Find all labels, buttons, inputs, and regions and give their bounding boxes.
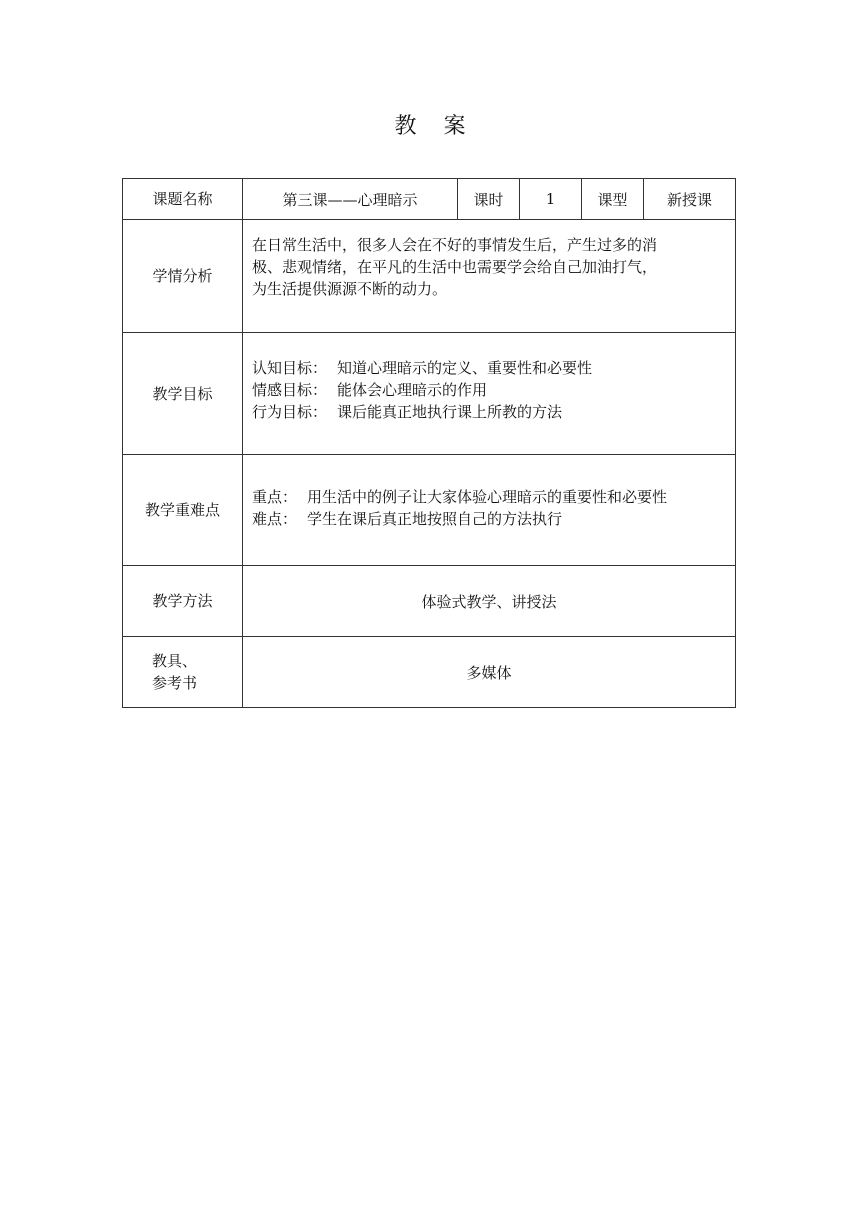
key-point-tag: 难点：	[252, 510, 298, 528]
key-point-item	[252, 486, 729, 508]
materials-row	[123, 637, 736, 708]
page-title: 教 案	[394, 114, 476, 139]
method-row	[123, 566, 736, 637]
key-point-text: 学生在课后真正地按照自己的方法执行	[307, 510, 563, 528]
analysis-content	[243, 220, 736, 333]
type-value: 新授课	[644, 179, 736, 220]
key-points-label: 教学重难点	[123, 455, 243, 566]
key-point-text: 用生活中的例子让大家体验心理暗示的重要性和必要性	[307, 488, 668, 506]
objective-text: 课后能真正地执行课上所教的方法	[337, 402, 563, 421]
objectives-content	[243, 333, 736, 455]
materials-label-line: 参考书	[151, 674, 197, 692]
key-points-content	[243, 455, 736, 566]
topic-label: 课题名称	[123, 179, 243, 220]
analysis-line: 极、悲观情绪，在平凡的生活中也需要学会给自己加油打气，	[252, 258, 658, 276]
topic-value: 第三课——心理暗示	[243, 179, 458, 220]
objective-item	[252, 357, 729, 379]
materials-label	[123, 637, 243, 708]
analysis-line: 为生活提供源源不断的动力。	[252, 280, 448, 298]
hours-label: 课时	[458, 179, 520, 220]
analysis-label: 学情分析	[123, 220, 243, 333]
method-value: 体验式教学、讲授法	[243, 566, 736, 637]
analysis-line: 在日常生活中，很多人会在不好的事情发生后，产生过多的消	[252, 236, 658, 254]
type-label: 课型	[582, 179, 644, 220]
materials-label-line: 教具、	[151, 652, 197, 670]
key-point-item	[252, 508, 729, 530]
key-point-tag: 重点：	[252, 488, 298, 506]
objective-tag: 认知目标：	[252, 358, 328, 377]
lesson-plan-table	[122, 178, 736, 708]
hours-value: 1	[520, 179, 582, 220]
key-points-row	[123, 455, 736, 566]
objective-text: 知道心理暗示的定义、重要性和必要性	[337, 358, 593, 377]
objectives-label: 教学目标	[123, 333, 243, 455]
objective-text: 能体会心理暗示的作用	[337, 380, 488, 399]
objective-tag: 情感目标：	[252, 380, 328, 399]
method-label: 教学方法	[123, 566, 243, 637]
objectives-row	[123, 333, 736, 455]
analysis-row	[123, 220, 736, 333]
objective-tag: 行为目标：	[252, 402, 328, 421]
objective-item	[252, 379, 729, 401]
header-row	[123, 179, 736, 220]
materials-value: 多媒体	[243, 637, 736, 708]
objective-item	[252, 401, 729, 423]
